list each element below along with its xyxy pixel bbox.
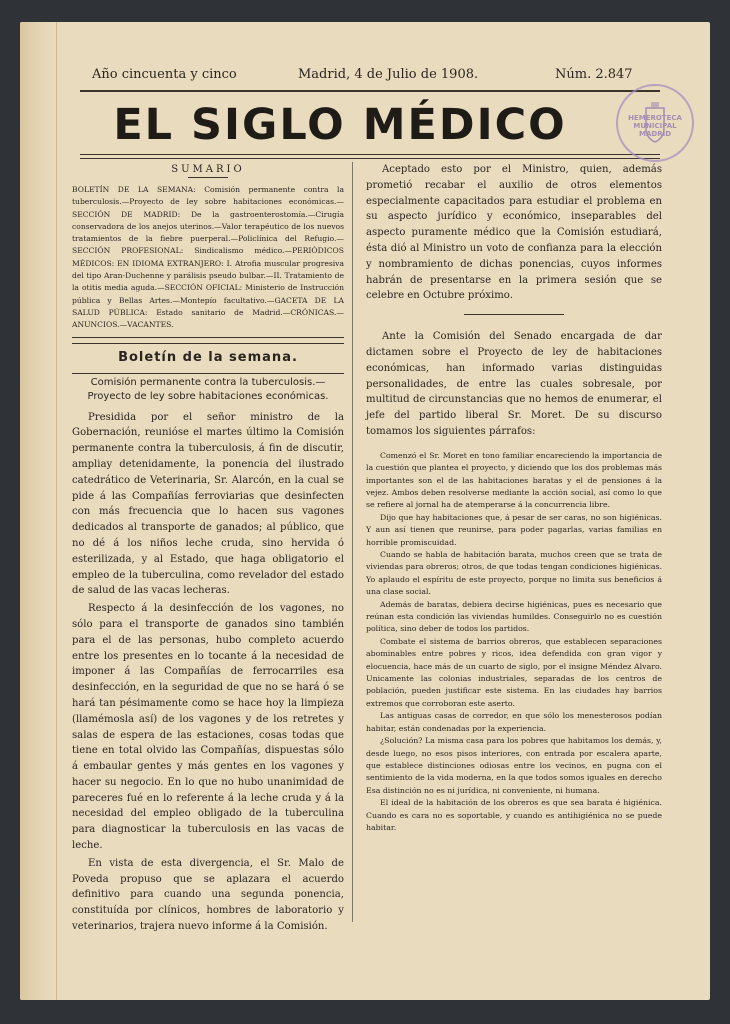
masthead-date: Madrid, 4 de Julio de 1908.	[298, 67, 479, 82]
masthead-bottom-rule-2	[80, 158, 660, 159]
right-column	[366, 162, 662, 834]
quote-paragraph: ¿Solución? La misma casa para los pobres que habitamos los demás, y, desde luego, no esos pisos interiores, con entrada por escalera aparte, que establece distinciones odiosas entre los vecinos, en pugna con el sentimiento de la vida moderna, en la que todos somos iguales en derecho Esa distinción no es ni jurídica, ni conveniente, ni humana.	[366, 736, 662, 795]
article-paragraph: Aceptado esto por el Ministro, quien, además prometió recabar el auxilio de otros elementos especialmente capacitados para estudiar el problema en su aspecto jurídico y económico, inseparables del aspecto puramente médico que la Comisión estudiará, ésta dió al Ministro un voto de confianza para la elección y nombramiento de dichas ponencias, cuyos informes habrán de presentarse en la primera sesión que se celebre en Octubre próximo.	[366, 164, 662, 302]
section-rule	[72, 337, 344, 338]
article-paragraph: Respecto á la desinfección de los vagones, no sólo para el transporte de ganados sino también para el de las personas, hubo completo acuerdo entre los presentes en lo tocante á la necesidad de imponer á las Compañías de ferrocarriles esa desinfección, en la seguridad de que no se hará ó se hará tan pésimamente como se hace hoy la limpieza (llamémosla así) de los vagones y de los retretes y salas de espera de las estaciones, cosas todas que tiene en total olvido las Compañías, dispuestas sólo á embaular gentes y más gentes en los vagones y hacer su negocio. En lo que no hubo unanimidad de pareceres fué en lo referente á la leche cruda y á la necesidad del empleo obligado de la tuberculina para diagnosticar la tuberculosis en las vacas de leche.	[72, 603, 344, 852]
summary-rule	[188, 177, 228, 178]
page-binding-edge	[20, 22, 57, 1000]
article-paragraph: En vista de esta divergencia, el Sr. Malo de Poveda propuso que se aplazara el acuerdo definitivo para cuando una segunda ponencia, constituída por clínicos, hombres de laboratorio y veterinarios, trajera nuevo informe á la Comisión.	[72, 857, 344, 933]
quote-paragraph: Además de baratas, debiera decirse higiénicas, pues es necesario que reúnan esta condición las viviendas humildes. Conseguirlo no es cuestión política, sino deber de todos los partidos.	[366, 599, 662, 634]
newspaper-page	[20, 22, 710, 1000]
summary-text: BOLETÍN DE LA SEMANA: Comisión permanente contra la tuberculosis.—Proyecto de ley sobre habitaciones económicas.—SECCIÓN DE MADRID: De la gastroenterostomía.—Cirugía conservadora de los anejos uterinos.—Valor terapéutico de los nuevos tratamientos de la fiebre puerperal.—Policlínica del Refugio.—SECCIÓN PROFESIONAL: Sindicalismo médico.—PERIÓDICOS MÉDICOS: EN IDIOMA EXTRANJERO: I. Atrofia muscular progresiva del tipo Aran-Duchenne y parálisis pseudo bulbar.—II. Tratamiento de la otitis media aguda.—SECCIÓN OFICIAL: Ministerio de Instrucción pública y Bellas Artes.—Montepío facultativo.—GACETA DE LA SALUD PÚBLICA: Estado sanitario de Madrid.—CRÓNICAS.—ANUNCIOS.—VACANTES.	[72, 185, 344, 330]
quote-paragraph: Comenzó el Sr. Moret en tono familiar encareciendo la importancia de la cuestión que plantea el proyecto, y diciendo que los dos problemas más importantes son el de las habitaciones baratas y el de pensiones á la vejez. Ambos deben resolverse mediante la acción social, así como lo que se refiere al jornal ha de atemperarse á la concurrencia libre.	[366, 450, 662, 510]
library-stamp	[616, 84, 694, 162]
bulletin-heading: Boletín de la semana.	[118, 349, 298, 365]
masthead-year: Año cincuenta y cinco	[92, 67, 237, 82]
quote-paragraph: Las antiguas casas de corredor, en que sólo los menesterosos podían habitar, están condenadas por la experiencia.	[366, 711, 662, 733]
left-column	[72, 162, 344, 937]
masthead-bottom-rule	[80, 154, 660, 155]
quote-paragraph: El ideal de la habitación de los obreros es que sea barata é higiénica. Cuando es cara no es soportable, y cuando es antihigiénica no se puede habitar.	[366, 798, 662, 832]
quote-paragraph: Combate el sistema de barrios obreros, que establecen separaciones abominables entre pobres y ricos, idea defendida con gran vigor y elocuencia, hace más de un cuarto de siglo, por el insigne Méndez Alvaro. Unicamente las colonias industriales, separadas de los centros de población, pueden justificar este sistema. En las ciudades hay barrios extremos que corroboran este aserto.	[366, 636, 662, 708]
stamp-text: HEMEROTECA MUNICIPAL MADRID	[628, 114, 682, 138]
quoted-speech	[366, 450, 662, 835]
article-paragraph: Ante la Comisión del Senado encargada de dar dictamen sobre el Proyecto de ley de habitaciones económicas, han informado varias distinguidas personalidades, de entre las cuales sobresale, por multitud de circunstancias que no hemos de enumerar, el jefe del partido liberal Sr. Moret. De su discurso tomamos los siguientes párrafos:	[366, 331, 662, 437]
paragraph-separator	[464, 314, 564, 315]
masthead-top-rule	[80, 90, 660, 92]
column-divider	[352, 162, 353, 922]
quote-paragraph: Dijo que hay habitaciones que, á pesar de ser caras, no son higiénicas. Y aun así tienen que reunirse, para poder pagarlas, varias familias en horrible promiscuidad.	[366, 512, 662, 547]
newspaper-title: EL SIGLO MÉDICO	[113, 100, 567, 150]
section-rule	[72, 343, 344, 344]
summary-heading: SUMARIO	[171, 164, 245, 175]
bulletin-subtitle: Comisión permanente contra la tuberculosis.—Proyecto de ley sobre habitaciones económicas.	[87, 376, 329, 402]
masthead-number: Núm. 2.847	[555, 67, 633, 82]
section-rule	[72, 373, 344, 374]
quote-paragraph: Cuando se habla de habitación barata, muchos creen que se trata de viviendas para obreros; otros, de que todas tengan condiciones higiénicas. Yo aplaudo el espíritu de este proyecto, porque no limita sus beneficios á una clase social.	[366, 550, 662, 597]
article-paragraph: Presidida por el señor ministro de la Gobernación, reunióse el martes último la Comisión permanente contra la tuberculosis, á fin de discutir, ampliay detenidamente, la ponencia del ilustrado catedrático de Veterinaria, Sr. Alarcón, en la cual se pide á las Compañías ferroviarias que desinfecten con más frecuencia que lo hacen sus vagones dedicados al transporte de ganados; al público, que no dé á los niños leche cruda, sino hervida ó esterilizada, y al Estado, que haga obligatorio el empleo de la tuberculina, como revelador del estado de salud de las vacas lecheras.	[72, 411, 344, 597]
